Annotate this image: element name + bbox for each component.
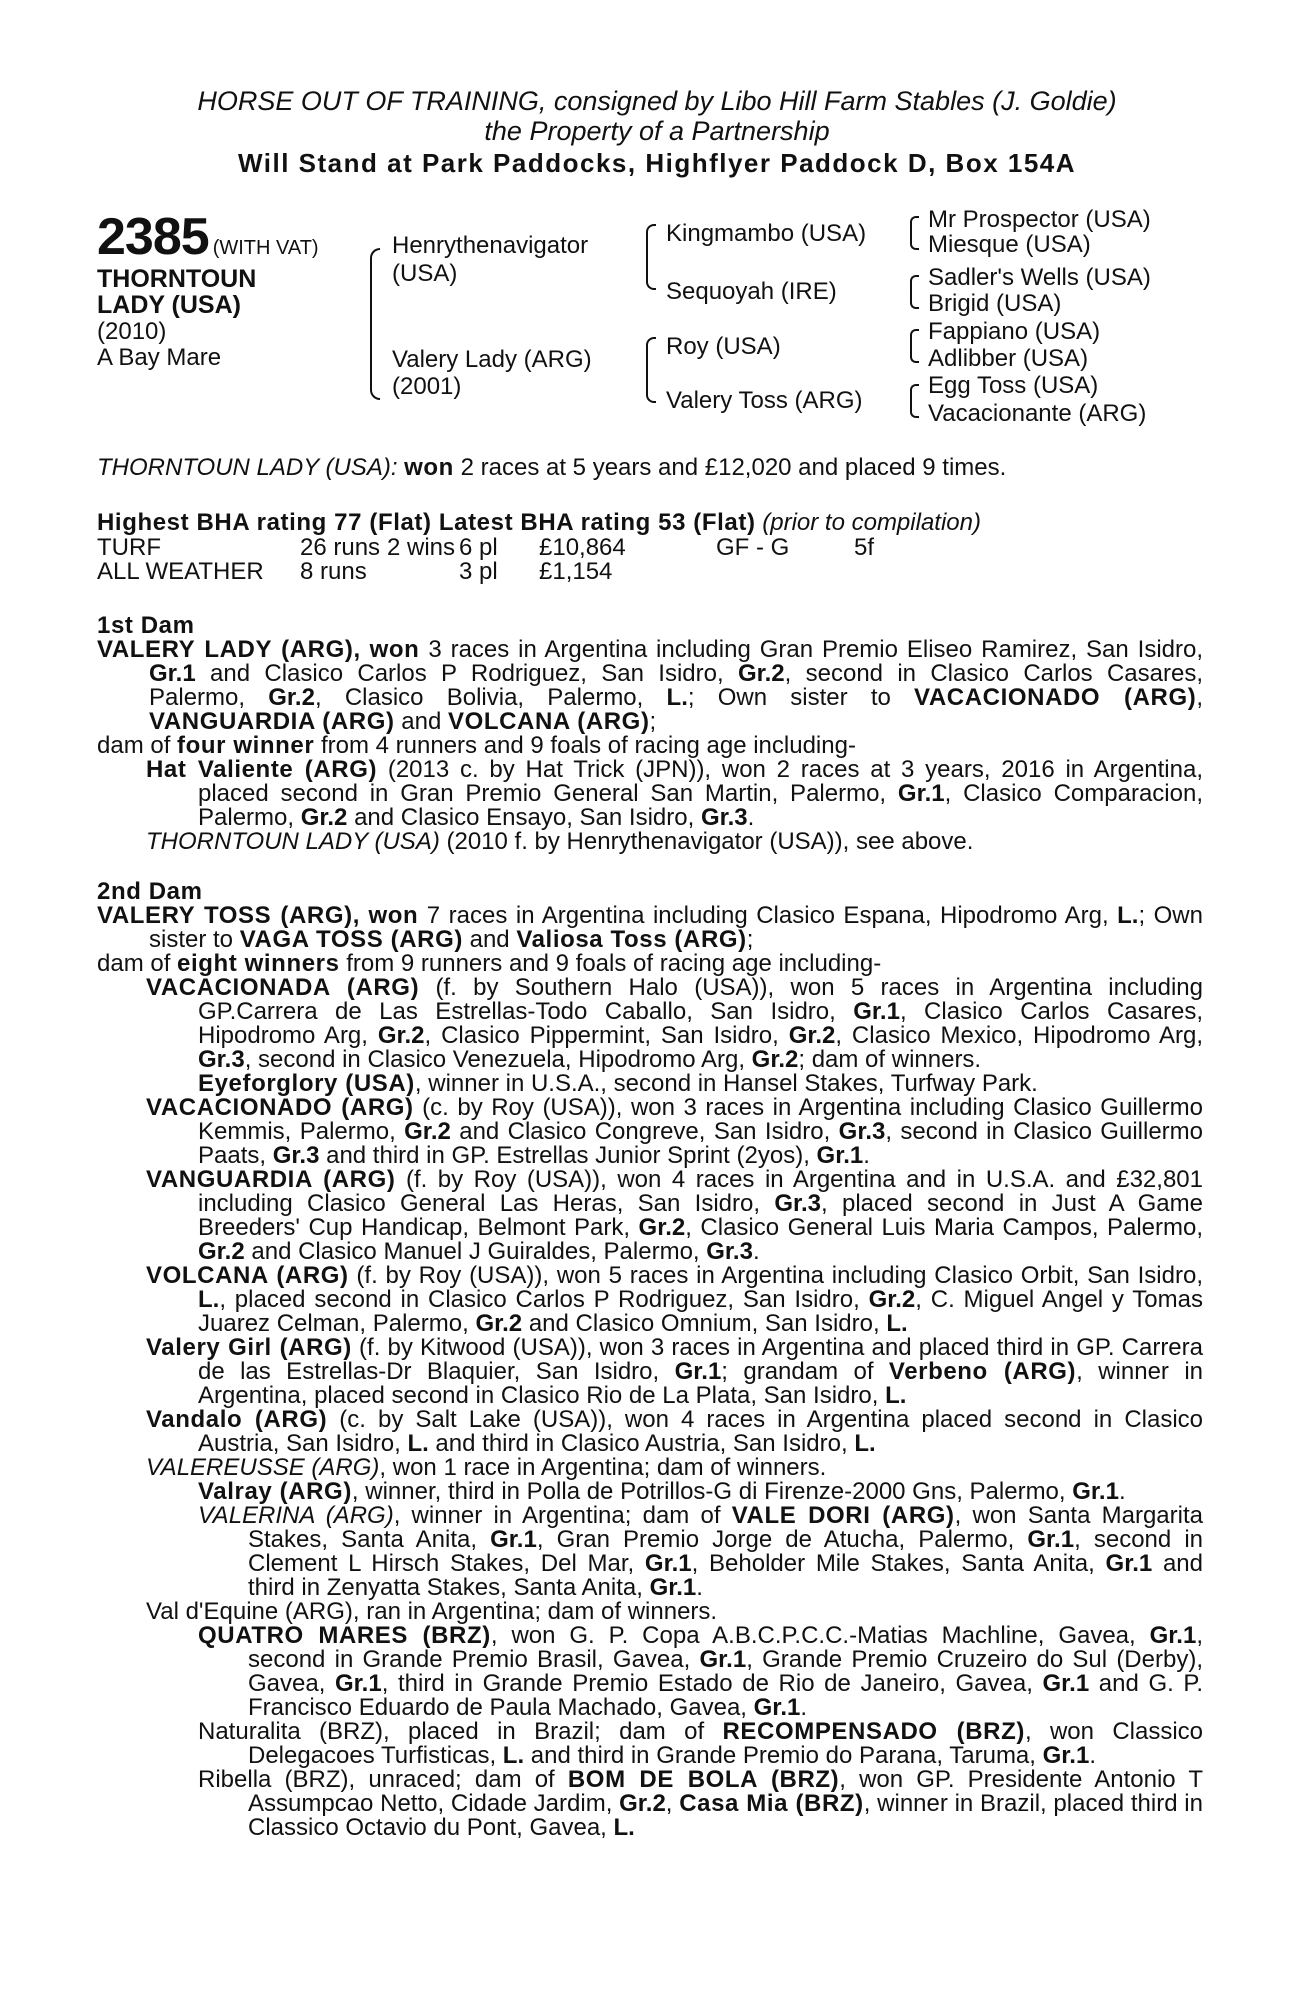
grade-label: Gr.2 [300,804,348,831]
record-going [716,560,854,584]
grade-label: Gr.1 [674,1358,722,1385]
produce-name: THORNTOUN LADY (USA) [146,828,440,855]
grade-label: Gr.3 [198,1046,245,1073]
sire-country: (USA) [392,260,458,287]
record-distance: 5f [854,534,875,561]
produce-vacacionada [97,976,1203,1072]
grade-label: Gr.2 [788,1022,836,1049]
produce-name: Verbeno (ARG) [888,1358,1077,1385]
produce-naturalita [97,1720,1203,1768]
text: , Gran Premio Jorge de Atucha, Palermo, [536,1526,1028,1553]
produce-valray [97,1480,1203,1504]
horse-description: A Bay Mare [97,344,222,371]
produce-name: VACACIONADO (ARG) [146,1094,414,1121]
foaling-year: (2010) [97,318,167,345]
text: (f. by Kitwood (USA)), won 3 races in Argentina and placed third in GP. Carrera de las Estrellas-Dr Blaquier, San Isidro, [198,1334,1203,1385]
text: (f. by Roy (USA)), won 4 races in Argentina and in U.S.A. and £32,801 including Clasico General Las Heras, San Isidro, [198,1166,1203,1217]
produce-hat-valiente [97,758,1203,830]
text: , Clasico Comparacion, Palermo, [198,780,1203,831]
consignor-line: HORSE OUT OF TRAINING, consigned by Libo Hill Farm Stables (J. Goldie) [197,86,1117,116]
gen3-1: Mr Prospector (USA) [928,206,1151,233]
dam1-text: , Clasico Bolivia, Palermo, [314,684,667,711]
text: and third in Grande Premio do Parana, Taruma, [524,1742,1043,1769]
horse-name-line2: LADY (USA) [97,291,241,319]
text: , C. Miguel Angel y Tomas Juarez Celman, Palermo, [198,1286,1203,1337]
produce-ribella [97,1768,1203,1840]
text: , winner in U.S.A., second in Hansel Stakes, Turfway Park. [414,1070,1038,1097]
grade-label: Gr.2 [377,1022,425,1049]
second-dam-heading: 2nd Dam [97,878,203,905]
text: dam of [97,950,178,977]
produce-name: QUATRO MARES (BRZ) [198,1622,491,1649]
dam-dam: Valery Toss (ARG) [666,387,863,414]
family-section [97,614,1203,1840]
record-going: GF - G [716,534,790,561]
text: . [696,1574,703,1601]
text: . [1089,1742,1096,1769]
text: , second in Clasico Venezuela, Hipodromo Arg, [244,1046,752,1073]
text: , winner, third in Polla de Potrillos-G di Firenze-2000 Gns, Palermo, [351,1478,1073,1505]
sibling-name: VACACIONADO (ARG) [914,684,1197,711]
text: , Clasico General Luis Maria Campos, Palermo, [685,1214,1204,1241]
pedigree-brace-gen1 [370,248,380,400]
dam1-name: VALERY LADY (ARG), [97,636,361,663]
grade-label: Gr.1 [1042,1670,1090,1697]
grade-label: Gr.1 [753,1694,801,1721]
produce-name: Valray (ARG) [198,1478,352,1505]
grade-label: Gr.1 [1149,1622,1197,1649]
text: and third in Clasico Austria, San Isidro, [428,1430,855,1457]
text: dam of [97,732,178,759]
lot-number-block [97,210,319,264]
horse-name-line1: THORNTOUN [97,265,257,293]
text: and Clasico Ensayo, San Isidro, [347,804,701,831]
text: , Beholder Mile Stakes, Santa Anita, [691,1550,1106,1577]
pedigree-brace-g3-1 [910,216,919,250]
sire-name: Henrythenavigator [392,232,589,259]
summary-horse-name: THORNTOUN LADY (USA): [97,454,398,481]
grade-label: Gr.2 [475,1310,523,1337]
summary-won: won [404,454,454,481]
produce-vanguardia [97,1168,1203,1264]
pedigree-brace-g3-4 [910,384,919,418]
text: . [1118,1478,1126,1505]
pedigree-brace-g3-2 [910,275,919,309]
grade-label: Gr.1 [1027,1526,1075,1553]
produce-name: VOLCANA (ARG) [146,1262,349,1289]
listed-label: L. [502,1742,525,1769]
grade-label: Gr.1 [816,1142,864,1169]
text: , winner in Argentina, placed second in Clasico Rio de La Plata, San Isidro, [198,1358,1203,1409]
pedigree-brace-dam [646,337,656,403]
produce-name: VANGUARDIA (ARG) [146,1166,396,1193]
listed-label: L. [1117,902,1139,929]
text: Naturalita (BRZ), placed in Brazil; dam of [198,1718,723,1745]
produce-val-dequine: Val d'Equine (ARG), ran in Argentina; dam of winners. [146,1598,718,1625]
grade-label: Gr.1 [644,1550,692,1577]
listed-label: L. [613,1814,635,1841]
grade-label: Gr.3 [272,1142,320,1169]
record-runs: 8 runs [300,558,367,585]
grade-label: Gr.3 [700,804,748,831]
grade-label: Gr.1 [1042,1742,1090,1769]
dam1-text: , second in Clasico Carlos Casares, Palermo, [149,660,1204,711]
sibling-name: VAGA TOSS (ARG) [239,926,463,953]
separator: and [462,926,517,953]
sire-sire: Kingmambo (USA) [666,220,867,247]
produce-eyeforglory [97,1072,1203,1096]
text: , [665,1790,680,1817]
grade-label: Gr.2 [619,1790,666,1817]
gen3-8: Vacacionante (ARG) [928,400,1147,427]
text: and third in GP. Estrellas Junior Sprint (2yos), [319,1142,817,1169]
grade-label: Gr.2 [404,1118,451,1145]
text: (c. by Salt Lake (USA)), won 4 races in Argentina placed second in Clasico Austria, San Isidro, [198,1406,1204,1457]
text: . [747,804,755,831]
record-wins: 2 wins [387,534,456,561]
record-distance [854,560,874,584]
produce-name: VACACIONADA (ARG) [146,974,420,1001]
produce-name: BOM DE BOLA (BRZ) [567,1766,840,1793]
record-runs: 26 runs [300,534,381,561]
text: , second in Clement L Hirsch Stakes, Del Mar, [248,1526,1204,1577]
pedigree-brace-g3-3 [910,329,919,363]
winner-count: four winner [177,732,315,759]
grade-label: Gr.1 [1105,1550,1153,1577]
vat-note: (WITH VAT) [212,237,319,259]
grade-label: Gr.2 [868,1286,916,1313]
dam2-name: VALERY TOSS (ARG), [97,902,360,929]
listed-label: L. [666,684,688,711]
text: , won GP. Presidente Antonio T Assumpcao Netto, Cidade Jardim, [248,1766,1203,1817]
text: , winner in Argentina; dam of [393,1502,732,1529]
text: . [800,1694,808,1721]
text: , Clasico Pippermint, San Isidro, [424,1022,789,1049]
property-line: the Property of a Partnership [484,116,830,146]
text: (2010 f. by Henrythenavigator (USA)), see above. [439,828,974,855]
text: Ribella (BRZ), unraced; dam of [198,1766,568,1793]
gen3-7: Egg Toss (USA) [928,372,1099,399]
text: and Clasico Manuel J Guiraldes, Palermo, [244,1238,707,1265]
text: from 9 runners and 9 foals of racing age including- [339,950,882,977]
produce-name: Eyeforglory (USA) [198,1070,415,1097]
produce-name: Casa Mia (BRZ) [679,1790,864,1817]
listed-label: L. [407,1430,429,1457]
grade-label: Gr.3 [706,1238,753,1265]
pedigree-brace-sire [646,224,656,290]
dam-year: (2001) [392,373,462,400]
dam1-text: and Clasico Carlos P Rodriguez, San Isidro, [195,660,738,687]
text: , placed second in Just A Game Breeders' Cup Handicap, Belmont Park, [198,1190,1203,1241]
produce-name: Vandalo (ARG) [146,1406,328,1433]
text: (f. by Southern Halo (USA)), won 5 races in Argentina including GP.Carrera de Las Estrellas-Todo Caballo, San Isidro, [198,974,1204,1025]
record-placed: 6 pl [459,534,498,561]
table-row [97,536,874,560]
race-summary [97,455,1006,481]
grade-label: Gr.3 [774,1190,822,1217]
dam1-produce-summary [97,734,1203,758]
produce-volcana [97,1264,1203,1336]
text: from 4 runners and 9 foals of racing age including- [314,732,856,759]
dam2-produce-summary [97,952,1203,976]
text: , second in Grande Premio Brasil, Gavea, [248,1622,1203,1673]
text: . [863,1142,870,1169]
table-row [97,560,874,584]
grade-label: Gr.1 [699,1646,747,1673]
grade-label: Gr.2 [751,1046,799,1073]
text: ; Own sister to [149,902,1203,953]
dam1-entry [97,638,1203,734]
produce-valery-girl [97,1336,1203,1408]
dam2-entry [97,904,1203,952]
listed-label: L. [885,1382,907,1409]
dam1-text: 3 races in Argentina including Gran Premio Eliseo Ramirez, San Isidro, [419,636,1204,663]
produce-name: VALERINA (ARG) [198,1502,394,1529]
separator: ; [649,708,657,735]
gen3-4: Brigid (USA) [928,290,1062,317]
produce-vacacionado [97,1096,1203,1168]
grade-label: Gr.1 [149,660,196,687]
text: and G. P. Francisco Eduardo de Paula Machado, Gavea, [248,1670,1203,1721]
gen3-2: Miesque (USA) [928,231,1091,258]
bha-rating [97,510,981,536]
grade-label: Gr.1 [490,1526,537,1553]
separator: , [1196,684,1203,711]
produce-name: VALE DORI (ARG) [731,1502,955,1529]
text: , third in Grande Premio Estado de Rio de Janeiro, Gavea, [381,1670,1043,1697]
separator: and [394,708,448,735]
grade-label: Gr.2 [198,1238,245,1265]
summary-text: 2 races at 5 years and £12,020 and placed 9 times. [453,454,1007,481]
listed-label: L. [886,1310,908,1337]
text: , winner in Brazil, placed third in Classico Octavio du Pont, Gavea, [248,1790,1203,1841]
grade-label: Gr.2 [638,1214,686,1241]
text: , won 1 race in Argentina; dam of winners. [379,1454,827,1481]
record-earnings: £10,864 [539,534,626,561]
gen3-6: Adlibber (USA) [928,345,1089,372]
text: 7 races in Argentina including Clasico Espana, Hipodromo Arg, [418,902,1118,929]
sibling-name: VOLCANA (ARG) [447,708,650,735]
record-surface: ALL WEATHER [97,558,264,585]
winner-count: eight winners [177,950,340,977]
sibling-name: VANGUARDIA (ARG) [149,708,395,735]
gen3-5: Fappiano (USA) [928,318,1101,345]
dam2-won: won [368,902,419,929]
produce-name: VALEREUSSE (ARG) [146,1454,380,1481]
text: . [752,1238,760,1265]
record-wins [387,560,459,584]
bha-rating-values: Highest BHA rating 77 (Flat) Latest BHA rating 53 (Flat) [97,509,756,536]
dam1-text: ; Own sister to [687,684,915,711]
text: (2013 c. by Hat Trick (JPN)), won 2 races at 3 years, 2016 in Argentina, placed second in Gran Premio General San Martin, Palermo, [198,756,1204,807]
grade-label: Gr.1 [1072,1478,1119,1505]
text: , Grande Premio Cruzeiro do Sul (Derby), Gavea, [248,1646,1203,1697]
text: , won G. P. Copa A.B.C.P.C.C.-Matias Machline, Gavea, [490,1622,1150,1649]
grade-label: Gr.1 [897,780,945,807]
gen3-3: Sadler's Wells (USA) [928,264,1151,291]
grade-label: Gr.3 [838,1118,886,1145]
listed-label: L. [854,1430,876,1457]
text: , Clasico Carlos Casares, Hipodromo Arg, [198,998,1204,1049]
text: and Clasico Omnium, San Isidro, [522,1310,887,1337]
text: and Clasico Congreve, San Isidro, [450,1118,839,1145]
grade-label: Gr.2 [737,660,785,687]
text: ; grandam of [721,1358,889,1385]
record-surface: TURF [97,534,161,561]
produce-valerina [97,1504,1203,1600]
dam-sire: Roy (USA) [666,333,781,360]
grade-label: Gr.1 [335,1670,382,1697]
grade-label: Gr.1 [649,1574,697,1601]
text: , won Santa Margarita Stakes, Santa Anita, [248,1502,1203,1553]
record-earnings: £1,154 [539,558,613,585]
text: (f. by Roy (USA)), won 5 races in Argentina including Clasico Orbit, San Isidro, [348,1262,1203,1289]
dam1-won: won [369,636,420,663]
grade-label: Gr.1 [853,998,900,1025]
produce-name: Valery Girl (ARG) [146,1334,352,1361]
sibling-name: Valiosa Toss (ARG) [516,926,747,953]
produce-thorntoun-lady [97,830,1203,854]
produce-quatro-mares [97,1624,1203,1720]
produce-name: RECOMPENSADO (BRZ) [722,1718,1025,1745]
text: , placed second in Clasico Carlos P Rodriguez, San Isidro, [219,1286,869,1313]
text: (c. by Roy (USA)), won 3 races in Argentina including Clasico Guillermo Kemmis, Palermo, [198,1094,1203,1145]
produce-vandalo [97,1408,1203,1456]
text: ; dam of winners. [798,1046,982,1073]
grade-label: Gr.2 [268,684,315,711]
produce-valereusse [97,1456,1203,1480]
record-placed: 3 pl [459,558,498,585]
text: , Clasico Mexico, Hipodromo Arg, [835,1022,1203,1049]
bha-rating-note: (prior to compilation) [762,509,981,536]
stand-location-line: Will Stand at Park Paddocks, Highflyer Paddock D, Box 154A [237,148,1077,178]
dam-name: Valery Lady (ARG) [392,346,592,373]
text: , won Classico Delegacoes Turfisticas, [248,1718,1204,1769]
sire-dam: Sequoyah (IRE) [666,278,837,305]
lot-number: 2385 [97,208,209,266]
text: and third in Zenyatta Stakes, Santa Anita, [248,1550,1204,1601]
text: , second in Clasico Guillermo Paats, [198,1118,1204,1169]
separator: ; [746,926,754,953]
produce-name: Hat Valiente (ARG) [146,756,378,783]
first-dam-heading: 1st Dam [97,612,195,639]
racing-record-table [97,536,874,584]
listed-label: L. [198,1286,220,1313]
